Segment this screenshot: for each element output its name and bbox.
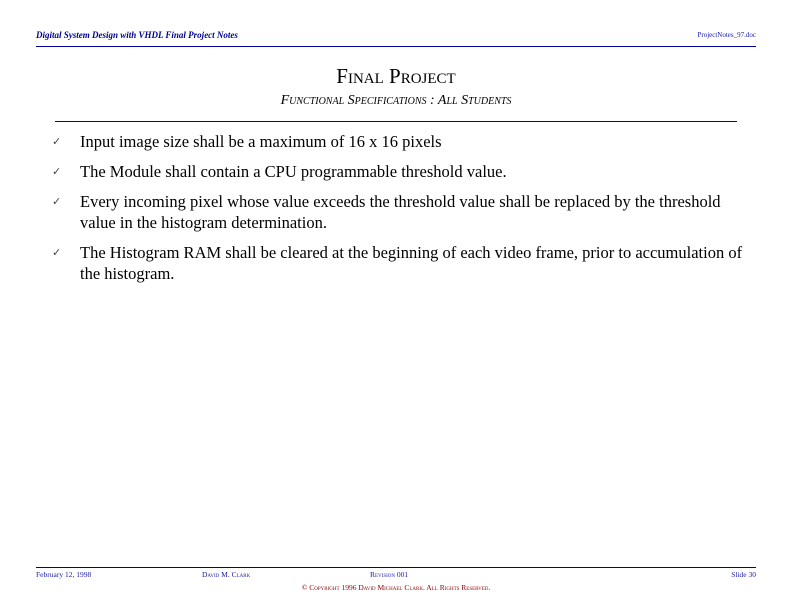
bullet-text: Every incoming pixel whose value exceeds the threshold value shall be replaced by the threshold value in the histogram determination. [80, 192, 721, 232]
bullet-text: Input image size shall be a maximum of 16 x 16 pixels [80, 132, 442, 151]
title-divider [55, 121, 737, 122]
slide-subtitle: Functional Specifications : All Students [280, 93, 512, 108]
check-mark-icon: ✓ [52, 247, 62, 259]
check-mark-icon: ✓ [52, 166, 62, 178]
page-footer [36, 570, 756, 582]
slide-number: Slide 30 [731, 570, 756, 579]
list-item [52, 242, 745, 284]
bullet-text: The Histogram RAM shall be cleared at the beginning of each video frame, prior to accumulation of the histogram. [80, 243, 743, 283]
list-item [52, 161, 745, 182]
list-item [52, 191, 745, 233]
footer-date: February 12, 1998 [36, 570, 92, 579]
document-filename: ProjectNotes_97.doc [697, 31, 756, 39]
check-mark-icon: ✓ [52, 136, 62, 148]
footer-divider [36, 567, 756, 568]
footer-revision: Revision 001 [370, 570, 409, 579]
footer-author: David M. Clark [202, 570, 251, 579]
bullet-text: The Module shall contain a CPU programmable threshold value. [80, 162, 507, 181]
header-divider [36, 46, 756, 47]
slide-title: Final Project [336, 64, 456, 88]
course-title: Digital System Design with VHDL Final Project Notes [36, 30, 238, 40]
specification-list [52, 131, 745, 293]
copyright-notice: © Copyright 1996 David Michael Clark. All Rights Reserved. [301, 583, 491, 592]
page-header [36, 30, 756, 46]
list-item [52, 131, 745, 152]
check-mark-icon: ✓ [52, 196, 62, 208]
